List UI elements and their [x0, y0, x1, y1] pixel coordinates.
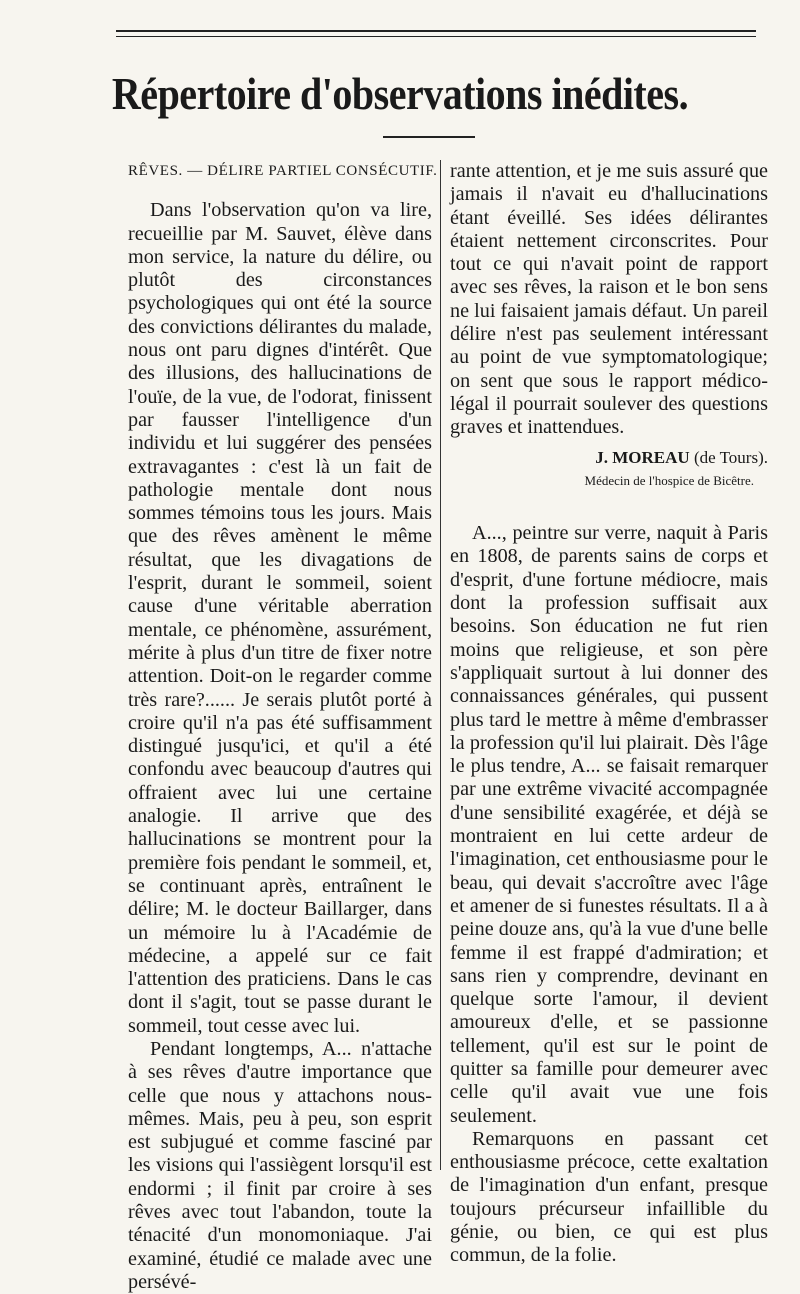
paragraph-continuation: rante attention, et je me suis assuré que jamais il n'avait eu d'hallucinations étant éveillé. Ses idées délirantes étaient nettement circonscrites. Pour tout ce qui n'avait point de rapport avec ses rêves, la raison et le bon sens ne lui faisaient jamais défaut. Un pareil délire n'est pas seulement intéressant au point de vue symptomatologique; on sent que sous le rapport médico-légal il pourrait soulever des questions graves et inattendues.	[450, 160, 768, 439]
left-column	[128, 160, 438, 1294]
rubric-heading: RÊVES. — DÉLIRE PARTIEL CONSÉCUTIF.	[128, 163, 438, 179]
signature	[450, 446, 768, 469]
signature-affiliation: Médecin de l'hospice de Bicêtre.	[584, 472, 754, 488]
signature-name: J. MOREAU	[595, 447, 690, 467]
paragraph: Remarquons en passant cet enthousiasme précoce, cette exaltation de l'imagination d'un enfant, presque toujours précurseur infaillible du génie, ou bien, ce qui est plus commun, de la folie.	[450, 1127, 768, 1267]
column-divider	[440, 160, 441, 1170]
paragraph: A..., peintre sur verre, naquit à Paris en 1808, de parents sains de corps et d'esprit, d'une fortune médiocre, mais dont la profession suffisait aux besoins. Son éducation ne fut rien moins que religieuse, et son père s'appliquait surtout à lui donner des connaissances générales, qui pussent plus tard le mettre à même d'embrasser la profession qu'il lui plairait. Dès l'âge le plus tendre, A... se faisait remarquer par une extrême vivacité accompagnée d'une sensibilité exagérée, et déjà se montraient en lui cette ardeur de l'imagination, cet enthousiasme pour le beau, qui devait s'accroître avec l'âge et amener de si funestes résultats. Il a à peine douze ans, qu'à la vue d'une belle femme il est frappé d'admiration; et sans rien y comprendre, devinant en quelque sorte l'amour, il devient amoureux d'elle, et se passionne tellement, qu'il est sur le point de quitter sa famille pour demeurer avec celle qu'il avait vue une fois seulement.	[450, 522, 768, 1127]
paragraph: Dans l'observation qu'on va lire, recueillie par M. Sauvet, élève dans mon service, la nature du délire, ou plutôt des circonstances psychologiques qui ont été la source des convictions délirantes du malade, nous ont paru dignes d'intérêt. Que des illusions, des hallucinations de l'ouïe, de la vue, de l'odorat, finissent par fausser l'intelligence d'un individu et lui suggérer des pensées extravagantes : c'est là un fait de pathologie mentale dont nous sommes témoins tous les jours. Mais que des rêves amènent le même résultat, que les divagations de l'esprit, durant le sommeil, soient cause d'une véritable aberration mentale, ce phénomène, assurément, mérite à plus d'un titre de fixer notre attention. Doit-on le regarder comme très rare?...... Je serais plutôt porté à croire qu'il n'a pas été suffisamment distingué jusqu'ici, et qu'il a été confondu avec beaucoup d'autres qui offraient avec lui une certaine analogie. Il arrive que des hallucinations se montrent pour la première fois pendant le sommeil, et, se continuant après, entraînent le délire; M. le docteur Baillarger, dans un mémoire lu à l'Académie de médecine, a appelé sur ce fait l'attention des praticiens. Dans le cas dont il s'agit, tout se passe durant le sommeil, tout cesse avec lui.	[128, 199, 432, 1037]
right-column	[450, 160, 768, 1268]
title-rule	[383, 136, 475, 138]
header-rule	[116, 30, 756, 37]
paragraph: Pendant longtemps, A... n'attache à ses rêves d'autre importance que celle que nous y attachons nous-mêmes. Mais, peu à peu, son esprit est subjugué et comme fasciné par les visions qui l'assiègent lorsqu'il est endormi ; il finit par croire à ses rêves avec tout l'abandon, toute la ténacité d'un monomoniaque. J'ai examiné, étudié ce malade avec une persévé-	[128, 1037, 432, 1293]
page-title: Répertoire d'observations inédites.	[111, 67, 689, 120]
signature-place: (de Tours).	[693, 447, 768, 467]
